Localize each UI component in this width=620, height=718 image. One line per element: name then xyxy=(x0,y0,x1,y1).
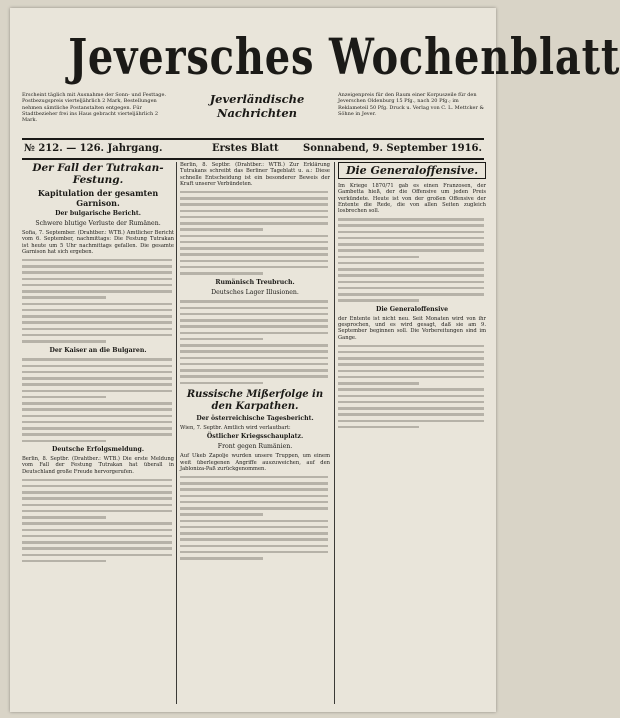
text-line-stroke xyxy=(22,383,172,386)
text-line-stroke xyxy=(180,357,328,360)
text-line xyxy=(338,298,486,304)
front-sub: Front gegen Rumänien. xyxy=(217,443,293,451)
text-line-stroke xyxy=(180,266,328,269)
text-line-stroke xyxy=(180,228,263,231)
text-line-stroke xyxy=(22,328,172,331)
treubruch-label: Rumänisch Treubruch. xyxy=(215,278,295,286)
text-line-stroke xyxy=(180,307,328,310)
dateline xyxy=(22,138,484,160)
text-line-stroke xyxy=(22,522,172,525)
text-line-stroke xyxy=(180,501,328,504)
report-label: Der bulgarische Bericht. xyxy=(55,210,141,217)
text-line-stroke xyxy=(338,268,484,271)
text-line-stroke xyxy=(180,513,263,516)
text-line-stroke xyxy=(180,520,328,523)
text-line-stroke xyxy=(22,365,172,368)
text-line-stroke xyxy=(22,278,172,281)
issue-number: № 212. — 126. Jahrgang. xyxy=(24,143,163,154)
text-line-stroke xyxy=(22,402,172,405)
generaloffensive-body: Im Kriege 1870/71 gab es einen Franzosen, der Gambetta hieß, der die Offensive um jeden Preis verkündete. Heute ist von der großen Offensive der Entente die Rede, die von allen Seiten zugleich losbrechen soll. xyxy=(338,183,486,214)
text-line-stroke xyxy=(180,551,328,554)
text-line-stroke xyxy=(180,482,328,485)
text-line-stroke xyxy=(180,241,328,244)
column-text xyxy=(338,216,486,304)
text-line-stroke xyxy=(180,325,328,328)
column-text xyxy=(22,257,174,345)
column-text xyxy=(22,357,174,445)
advertising-notice: Anzeigenpreis für den Raum einer Korpuszeile für den Jeverschen Oldenburg 15 Pfg., nach 20 Pfg.; im Reklameteil 50 Pfg. Druck u. Verlag von C. L. Mettcker & Söhne in Jever. xyxy=(338,92,484,117)
text-line-stroke xyxy=(180,210,328,213)
text-line-stroke xyxy=(22,408,172,411)
text-line xyxy=(338,424,486,430)
text-line-stroke xyxy=(22,491,172,494)
masthead-title: Jeversches Wochenblatt xyxy=(68,27,620,86)
text-line-stroke xyxy=(180,488,328,491)
text-line-stroke xyxy=(338,224,484,227)
text-line-stroke xyxy=(180,313,328,316)
text-line-stroke xyxy=(338,407,484,410)
text-line-stroke xyxy=(22,296,106,299)
issue-date: Sonnabend, 9. September 1916. xyxy=(303,143,482,154)
text-line-stroke xyxy=(22,358,172,361)
text-line-stroke xyxy=(180,272,263,275)
text-line-stroke xyxy=(180,332,328,335)
text-line-stroke xyxy=(22,315,172,318)
section-name: Erstes Blatt xyxy=(212,143,279,154)
newspaper-page xyxy=(10,8,620,712)
text-line-stroke xyxy=(22,265,172,268)
austrian-report-label: Der österreichische Tagesbericht. xyxy=(196,415,314,422)
text-line-stroke xyxy=(180,557,263,560)
generaloffensive-section: Die Generaloffensive xyxy=(375,305,449,313)
tutrakan-commentary: Berlin, 8. Septbr. (Drahtber.: WTB.) Zur Erklärung Tutrakans schreibt das Berliner Tageblatt u. a.: Diese schnelle Entscheidung ist ein besonderer Beweis der Kraft unserer Verbündeten. xyxy=(180,162,330,187)
text-line-stroke xyxy=(180,253,328,256)
text-line-stroke xyxy=(22,271,172,274)
subscription-notice: Erscheint täglich mit Ausnahme der Sonn- und Festtage. Postbezugspreis vierteljährlich 2 Mark, Bestellungen nehmen sämtliche Postanstalten entgegen. Für Stadtbezieher frei ins Haus gebracht vierteljährlich 2 Mark. xyxy=(22,92,167,124)
text-line xyxy=(180,555,330,561)
text-line-stroke xyxy=(22,535,172,538)
kaiser-label: Der Kaiser an die Bulgaren. xyxy=(49,346,147,354)
text-line-stroke xyxy=(338,256,419,259)
text-line-stroke xyxy=(338,426,419,429)
text-line-stroke xyxy=(180,247,328,250)
text-line-stroke xyxy=(338,274,484,277)
text-line-stroke xyxy=(180,300,328,303)
column-2 xyxy=(180,162,330,704)
text-line-stroke xyxy=(180,545,328,548)
text-line-stroke xyxy=(180,235,328,238)
text-line-stroke xyxy=(338,357,484,360)
text-line-stroke xyxy=(338,299,419,302)
text-line-stroke xyxy=(338,388,484,391)
column-text xyxy=(180,299,330,387)
text-line-stroke xyxy=(22,259,172,262)
text-line-stroke xyxy=(338,382,419,385)
text-line xyxy=(22,558,174,564)
text-line-stroke xyxy=(180,532,328,535)
column-1 xyxy=(22,162,174,704)
berlin-head: Deutsche Erfolgsmeldung. xyxy=(51,446,145,453)
treubruch-sub: Deutsches Lager Illusionen. xyxy=(211,288,299,296)
text-line-stroke xyxy=(22,284,172,287)
text-line-stroke xyxy=(338,345,484,348)
subtitle-line-1: Jeverländische xyxy=(209,92,305,106)
text-line-stroke xyxy=(22,290,172,293)
text-line-stroke xyxy=(180,476,328,479)
berlin-report: Berlin, 8. Septbr. (Drahtber.: WTB.) Die erste Meldung vom Fall der Festung Tutrakan hat überall in Deutschland große Freude hervorgerufen. xyxy=(22,456,174,475)
text-line-stroke xyxy=(22,321,172,324)
text-line xyxy=(22,338,174,344)
text-line-stroke xyxy=(180,363,328,366)
text-line-stroke xyxy=(180,375,328,378)
text-line-stroke xyxy=(22,554,172,557)
text-line-stroke xyxy=(180,338,263,341)
text-line-stroke xyxy=(22,516,106,519)
text-line-stroke xyxy=(338,262,484,265)
column-text xyxy=(180,474,330,562)
text-line-stroke xyxy=(180,260,328,263)
subtitle-line-2: Nachrichten xyxy=(216,106,298,120)
text-line-stroke xyxy=(22,427,172,430)
text-line-stroke xyxy=(338,243,484,246)
text-line xyxy=(180,270,330,276)
subheadline-kapitulation: Kapitulation der gesamten Garnison. xyxy=(37,188,159,208)
front-label: Östlicher Kriegsschauplatz. xyxy=(206,433,304,441)
text-line-stroke xyxy=(22,340,106,343)
text-line-stroke xyxy=(22,529,172,532)
text-line-stroke xyxy=(338,237,484,240)
text-line-stroke xyxy=(180,538,328,541)
text-line-stroke xyxy=(180,382,263,385)
text-line-stroke xyxy=(22,390,172,393)
text-line-stroke xyxy=(22,433,172,436)
wien-report: Wien, 7. Septbr. Amtlich wird verlautbart: xyxy=(180,425,291,431)
headline-generaloffensive: Die Generaloffensive. xyxy=(338,162,486,179)
front-report: Auf Ukeb Zapolje wurden unsere Truppen, um einem weit überlegenen Angriffe auszuweichen, auf den Jabloniza-Paß zurückgenommen. xyxy=(180,453,330,472)
text-line-stroke xyxy=(22,440,106,443)
text-line-stroke xyxy=(338,281,484,284)
text-line-stroke xyxy=(22,303,172,306)
column-3 xyxy=(338,162,486,704)
headline-karpathen: Russische Mißerfolge in den Karpathen. xyxy=(186,389,324,412)
text-line-stroke xyxy=(338,351,484,354)
text-line-stroke xyxy=(22,396,106,399)
text-line-stroke xyxy=(180,344,328,347)
column-rule-1 xyxy=(176,162,177,704)
text-line-stroke xyxy=(22,421,172,424)
text-line-stroke xyxy=(338,420,484,423)
text-line-stroke xyxy=(180,222,328,225)
generaloffensive-section-text: der Entente ist nicht neu. Seit Monaten wird von ihr gesprochen, und es wird gesagt, daß sie am 9. September beginnen soll. Die Vorbereitungen sind im Gange. xyxy=(338,315,486,341)
column-text xyxy=(180,189,330,277)
text-line-stroke xyxy=(22,479,172,482)
text-line-stroke xyxy=(22,560,106,563)
text-line-stroke xyxy=(338,370,484,373)
text-line-stroke xyxy=(22,547,172,550)
text-line-stroke xyxy=(180,197,328,200)
text-line-stroke xyxy=(338,401,484,404)
text-line-stroke xyxy=(22,504,172,507)
text-line-stroke xyxy=(180,526,328,529)
text-line-stroke xyxy=(180,319,328,322)
headline-tutrakan: Der Fall der Tutrakan-Festung. xyxy=(32,162,164,186)
text-line-stroke xyxy=(22,541,172,544)
text-line-stroke xyxy=(180,350,328,353)
text-line-stroke xyxy=(338,395,484,398)
text-line-stroke xyxy=(180,369,328,372)
text-line-stroke xyxy=(338,363,484,366)
text-line xyxy=(22,438,174,444)
column-text xyxy=(22,477,174,565)
text-line-stroke xyxy=(180,203,328,206)
text-line-stroke xyxy=(22,334,172,337)
text-line-stroke xyxy=(180,495,328,498)
column-rule-2 xyxy=(334,162,335,704)
text-line-stroke xyxy=(338,231,484,234)
text-line-stroke xyxy=(338,249,484,252)
text-line-stroke xyxy=(338,293,484,296)
text-line-stroke xyxy=(180,191,328,194)
text-line-stroke xyxy=(338,287,484,290)
text-line-stroke xyxy=(22,371,172,374)
sofia-report: Sofia, 7. September. (Drahtber.: WTB.) Amtlicher Bericht vom 6. September, nachmittags: Die Festung Tutrakan ist heute um 5 Uhr nachmittags gefallen. Die gesamte Garnison hat sich ergeben. xyxy=(22,230,174,255)
text-line-stroke xyxy=(22,377,172,380)
text-line xyxy=(180,380,330,386)
text-line-stroke xyxy=(338,413,484,416)
text-line-stroke xyxy=(338,376,484,379)
column-text xyxy=(338,343,486,431)
text-line-stroke xyxy=(338,218,484,221)
text-line-stroke xyxy=(22,510,172,513)
text-line-stroke xyxy=(22,485,172,488)
report-sub: Schwere blutige Verluste der Rumänen. xyxy=(35,220,161,227)
text-line-stroke xyxy=(22,309,172,312)
text-line-stroke xyxy=(22,415,172,418)
text-line-stroke xyxy=(180,507,328,510)
text-line-stroke xyxy=(180,216,328,219)
subtitle xyxy=(182,92,332,120)
text-line-stroke xyxy=(22,497,172,500)
